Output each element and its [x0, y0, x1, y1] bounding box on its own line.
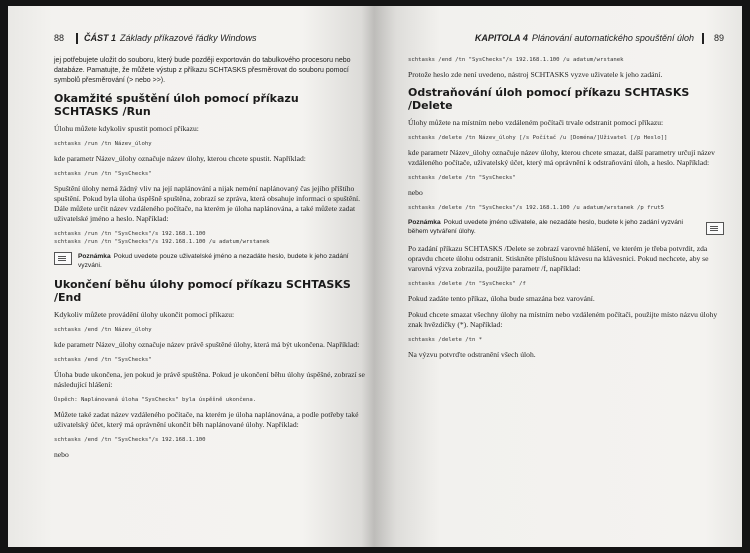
- paragraph: Kdykoliv můžete provádění úlohy ukončit pomocí příkazu:: [54, 310, 235, 319]
- paragraph: Úlohu můžete kdykoliv spustit pomocí příkazu:: [54, 124, 199, 133]
- paragraph: Protože heslo zde není uvedeno, nástroj SCHTASKS vyzve uživatele k jeho zadání.: [408, 70, 663, 79]
- code-line: schtasks /end /tn "SysChecks"/s 192.168.1.100 /u adatum/wrstanek: [408, 57, 624, 63]
- chapter-title: Základy příkazové řádky Windows: [120, 33, 257, 43]
- left-page: [8, 6, 376, 547]
- paragraph: Spuštění úlohy nemá žádný vliv na její naplánování a nijak neméní naplánovaný čas jejího příštího spuštění. Pokud byla úloha úspěšně spuštěna, zobrazí se zpráva, která obsahuje informaci o spuštění. Dále můžete určit název vzdáleného počítače, na kterém je úloha naplánována, a také můžete zadat uživatelské jméno a heslo. Například:: [54, 184, 360, 223]
- paragraph: Pokud zadáte tento příkaz, úloha bude smazána bez varování.: [408, 294, 595, 303]
- note-text: [78, 252, 366, 270]
- note-text: [408, 218, 698, 236]
- code-line: schtasks /delete /tn Název_úlohy [/s Počítač /u [Doména/]Uživatel [/p Heslo]]: [408, 135, 668, 141]
- running-header: [54, 32, 366, 44]
- code-line: schtasks /delete /tn "SysChecks"/s 192.168.1.100 /u adatum/wrstanek /p frut5: [408, 205, 664, 211]
- paragraph: Na výzvu potvrďte odstranění všech úloh.: [408, 350, 536, 359]
- code-line: schtasks /run /tn Název_úlohy: [54, 141, 152, 147]
- paragraph: Úloha bude ukončena, jen pokud je právě spuštěna. Pokud je ukončení běhu úlohy úspěšné, zobrazí se následující hlášení:: [54, 370, 365, 389]
- code-block: schtasks /run /tn "SysChecks"/s 192.168.1.100 schtasks /run /tn "SysChecks"/s 192.168.1.100 /u adatum/wrstanek: [54, 231, 270, 245]
- paragraph: Můžete také zadat název vzdáleného počítače, na kterém je úloha naplánována, a podle potřeby také uživatelský účet, který má oprávnění ukončit běh naplánované úlohy. Například:: [54, 410, 359, 429]
- section-heading-delete: Odstraňování úloh pomocí příkazu SCHTASKS /Delete: [408, 86, 690, 112]
- code-line: schtasks /end /tn "SysChecks": [54, 357, 152, 363]
- note-body: Pokud uvedete jméno uživatele, ale nezadáte heslo, budete k jeho zadání vyzváni během vytváření úlohy.: [408, 219, 683, 235]
- paragraph: kde parametr Název_úlohy označuje název úlohy, kterou chcete smazat, další parametry určují název vzdáleného počítače, uživatelský účet, který má oprávnění k odstraňování úloh, a heslo. Například:: [408, 148, 715, 167]
- paragraph: Po zadání příkazu SCHTASKS /Delete se zobrazí varovné hlášení, ve kterém je třeba potvrdit, zda opravdu chcete úlohu odstranit. Stiskněte příslušnou klávesu na klávesnici. Pokud nechcete, aby se varovná výzva zobrazila, použijte parametr /f, například:: [408, 244, 709, 273]
- code-line: schtasks /delete /tn *: [408, 337, 483, 343]
- note-body: Pokud uvedete pouze uživatelské jméno a nezadáte heslo, budete k jeho zadání vyzváni.: [78, 253, 349, 269]
- chapter-title: Plánování automatického spouštění úloh: [531, 33, 694, 43]
- paragraph: kde parametr Název_úlohy označuje název úlohy, kterou chcete spustit. Například:: [54, 154, 306, 163]
- code-line: schtasks /delete /tn "SysChecks": [408, 175, 516, 181]
- code-line: schtasks /end /tn Název_úlohy: [54, 327, 152, 333]
- paragraph: Pokud chcete smazat všechny úlohy na místním nebo vzdáleném počítači, použijte místo názvu úlohy znak hvězdičky (*). Například:: [408, 310, 718, 329]
- book-spread: [8, 6, 742, 547]
- note-box: [408, 218, 724, 236]
- code-line: schtasks /run /tn "SysChecks": [54, 171, 152, 177]
- note-label: Poznámka: [78, 253, 111, 260]
- code-line: schtasks /end /tn "SysChecks"/s 192.168.1.100: [54, 437, 206, 443]
- note-icon: [54, 252, 72, 265]
- code-line: schtasks /delete /tn "SysChecks" /f: [408, 281, 526, 287]
- section-heading-run: Okamžité spuštění úloh pomocí příkazu SCHTASKS /Run: [54, 92, 299, 118]
- right-page: [374, 6, 742, 547]
- chapter-label: KAPITOLA 4: [474, 33, 528, 43]
- header-rule: [76, 33, 78, 44]
- paragraph: nebo: [54, 450, 69, 459]
- section-heading-end: Ukončení běhu úlohy pomocí příkazu SCHTASKS /End: [54, 278, 351, 304]
- intro-paragraph: jej potřebujete uložit do souboru, který bude později exportován do tabulkového procesoru nebo databáze. Pamatujte, že můžete výstup z příkazu SCHTASKS přesměrovat do souboru pomocí symbolů přesměrování (> nebo >>).: [54, 57, 351, 84]
- part-label: ČÁST 1: [84, 33, 117, 43]
- paragraph: nebo: [408, 188, 423, 197]
- page-number: 88: [54, 33, 65, 43]
- note-icon: [706, 222, 724, 235]
- page-number: 89: [713, 33, 724, 43]
- header-rule: [702, 33, 704, 44]
- running-header: [408, 32, 724, 44]
- note-label: Poznámka: [408, 219, 441, 226]
- note-box: [54, 252, 366, 270]
- paragraph: Úlohy můžete na místním nebo vzdáleném počítači trvale odstranit pomocí příkazu:: [408, 118, 664, 127]
- paragraph: kde parametr Název_úlohy označuje název právě spuštěné úlohy, která má být ukončena. Například:: [54, 340, 360, 349]
- code-line: Úspěch: Naplánovaná úloha "SysChecks" byla úspěšně ukončena.: [54, 397, 257, 403]
